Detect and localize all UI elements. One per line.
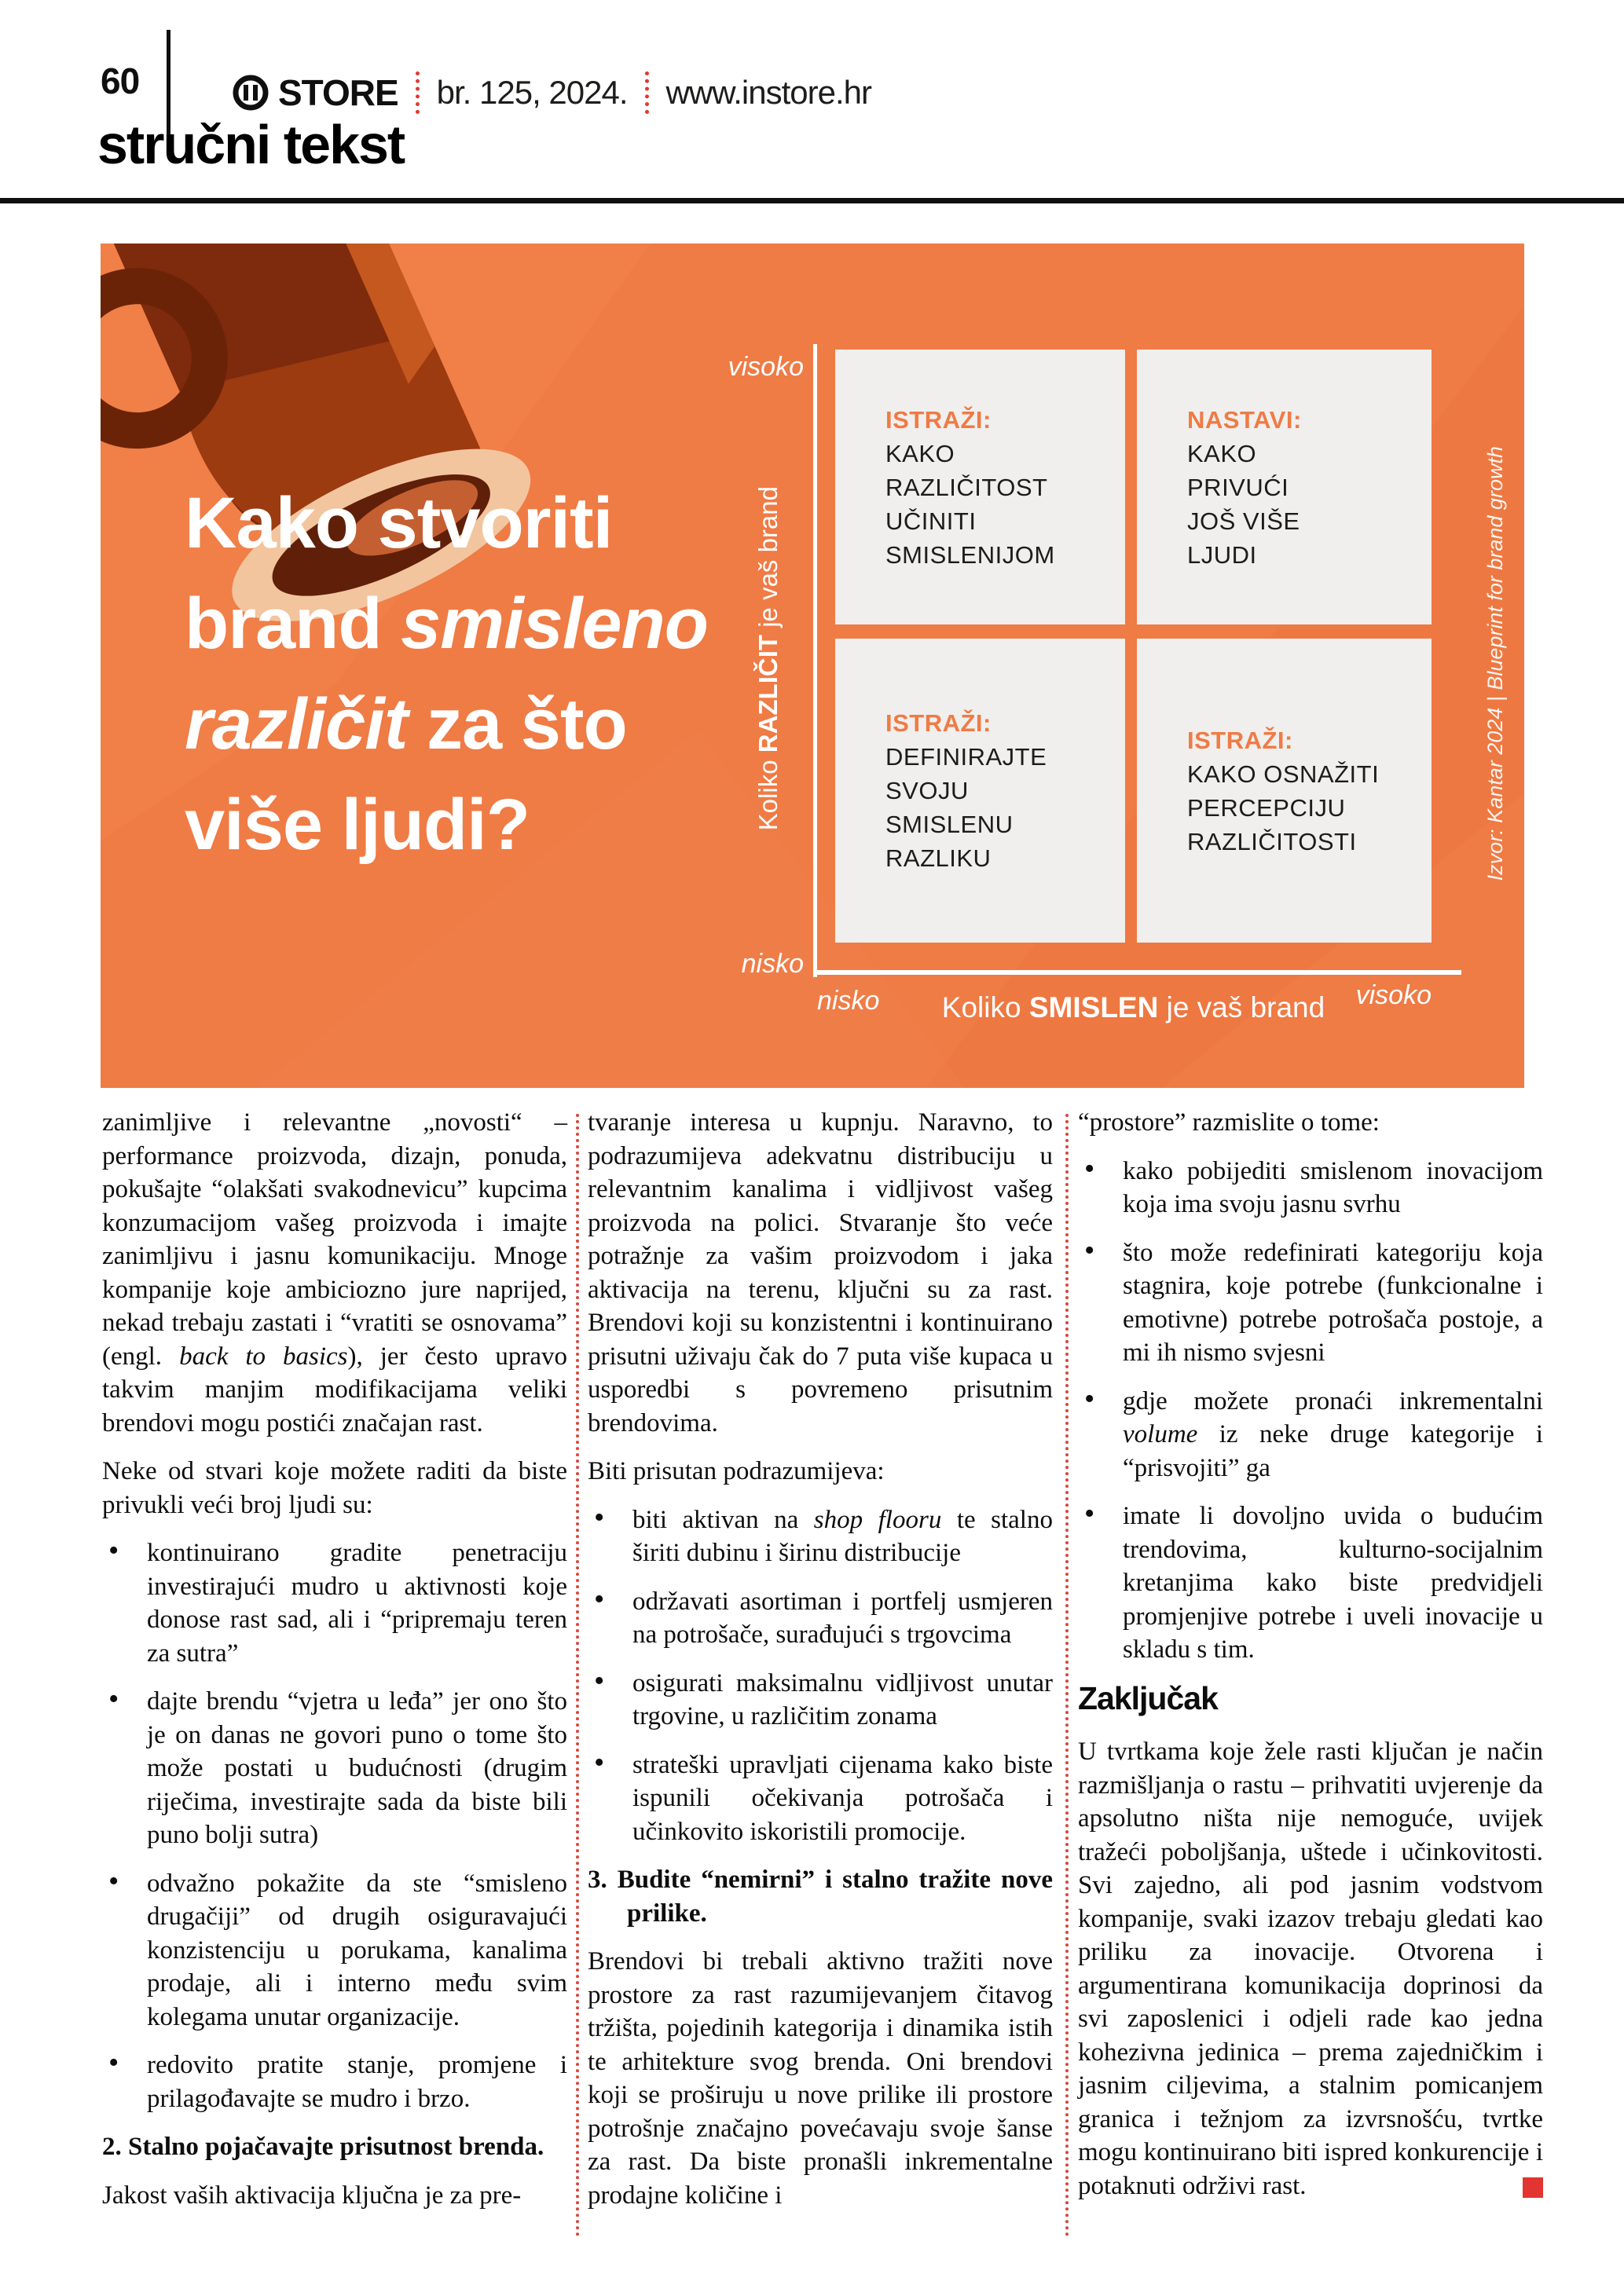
quadrant-header: ISTRAŽI: xyxy=(885,405,992,434)
dotted-separator xyxy=(645,71,649,114)
y-axis-title: Koliko RAZLIČIT je vaš brand xyxy=(753,485,783,831)
matrix-quadrant-3 xyxy=(835,639,1125,943)
bullet-icon: • xyxy=(594,1745,605,1779)
bullet-item xyxy=(1078,1233,1543,1370)
bullet-icon: • xyxy=(108,1534,119,1567)
page-number: 60 xyxy=(101,60,140,101)
bullet-icon: • xyxy=(108,2046,119,2079)
article-title-line: različit za što xyxy=(185,684,627,764)
article-title-line: Kako stvoriti xyxy=(185,483,613,563)
bullet-text: kontinuirano gradite penetraciju investirajući mudro u aktivnosti koje donose rast sad, ali i “pripremaju teren za sutra” xyxy=(147,1539,567,1668)
bullet-item xyxy=(102,2046,567,2115)
article-title xyxy=(185,473,708,875)
quadrant-line: KAKO xyxy=(885,439,955,467)
x-axis-line xyxy=(813,970,1461,975)
article-paragraph: Jakost vaših aktivacija ključna je za pre- xyxy=(102,2181,522,2210)
x-axis-title: Koliko SMISLEN je vaš brand xyxy=(941,991,1325,1023)
bullet-text: biti aktivan na shop flooru te stalno širiti dubinu i širinu distribucije xyxy=(632,1505,1053,1567)
bullet-item xyxy=(102,1864,567,2034)
numbered-heading: 3. Budite “nemirni” i stalno tražite nove prilike. xyxy=(588,1866,1053,1928)
bullet-item xyxy=(588,1664,1053,1734)
x-axis-high-label: visoko xyxy=(1355,980,1432,1010)
quadrant-line: SMISLENIJOM xyxy=(885,540,1055,569)
bullet-text: dajte brendu “vjetra u leđa” jer ono što je on danas ne govori puno o tome što može postati u budućnosti (drugim riječima, investirajte sada da biste bili puno bolji sutra) xyxy=(147,1687,567,1849)
bullet-text: gdje možete pronaći inkrementalni volume iz neke druge kategorije i “prisvojiti” ga xyxy=(1123,1386,1543,1482)
bullet-item xyxy=(102,1536,567,1670)
quadrant-line: SMISLENU xyxy=(885,811,1014,838)
bullet-item xyxy=(588,1500,1053,1570)
bullet-icon: • xyxy=(594,1500,605,1534)
quadrant-line: KAKO xyxy=(1187,439,1257,467)
quadrant-line: PERCEPCIJU xyxy=(1187,793,1346,822)
article-paragraph: Brendovi bi trebali aktivno tražiti nove prostore za rast razumijevanjem čitavog tržišta, pojedinih kategorija i dinamika istih te arhitekture svog brenda. Oni brendovi koji se proširuju u nove prilike ili prostore potrošnje značajno povećavaju svoje šanse za rast. Da biste pronašli inkrementalne prodajne količine i xyxy=(588,1947,1053,2210)
source-note: Izvor: Kantar 2024 | Blueprint for brand growth xyxy=(1483,446,1507,881)
article-paragraph: “prostore” razmislite o tome: xyxy=(1078,1108,1380,1137)
matrix-quadrant-1 xyxy=(835,350,1125,624)
bullet-icon: • xyxy=(1084,1233,1095,1267)
article-title-line: brand smisleno xyxy=(185,584,708,664)
hero-infographic xyxy=(101,244,1524,1088)
quadrant-line: UČINITI xyxy=(885,507,977,535)
bullet-item xyxy=(588,1582,1053,1652)
bullet-text: odvažno pokažite da ste “smisleno drugačiji” od drugih osiguravajući konzistenciju u porukama, kanalima prodaje, ali i interno među svim kolegama unutar organizacije. xyxy=(147,1869,567,2031)
quadrant-line: LJUDI xyxy=(1187,540,1257,569)
bullet-text: što može redefinirati kategoriju koja stagnira, koje potrebe (funkcionalne i emotivne) potrebe potrošača postoje, a mi ih nismo svjesni xyxy=(1123,1238,1543,1367)
conclusion-heading: Zaključak xyxy=(1078,1679,1218,1716)
bullet-icon: • xyxy=(1084,1382,1095,1415)
section-title: stručni tekst xyxy=(97,114,405,175)
quadrant-line: JOŠ VIŠE xyxy=(1187,507,1300,535)
website-url: www.instore.hr xyxy=(665,74,871,111)
dotted-separator xyxy=(416,71,420,114)
masthead-brand: STORE xyxy=(278,72,398,113)
matrix-quadrant-2 xyxy=(1137,350,1432,624)
quadrant-header: ISTRAŽI: xyxy=(1187,726,1293,754)
bullet-icon: • xyxy=(108,1683,119,1716)
issue-number: br. 125, 2024. xyxy=(436,74,628,111)
bullet-icon: • xyxy=(108,1864,119,1898)
article-paragraph: zanimljive i relevantne „novosti“ – performance proizvoda, dizajn, ponuda, pokušajte “olakšati svakodnevicu” kupcima konzumacijom vašeg proizvoda i imajte zanimljivu i jasnu komunikaciju. Mnoge kompanije koje ambiciozno jure naprijed, nekad trebaju zastati i “vratiti se osnovama” (engl. back to basics), jer često upravo takvim manjim modifikacijama veliki brendovi mogu postići značajan rast. xyxy=(102,1108,567,1437)
quadrant-line: KAKO OSNAŽITI xyxy=(1187,760,1380,788)
article-paragraph: Neke od stvari koje možete raditi da biste privukli veći broj ljudi su: xyxy=(102,1457,567,1519)
x-axis-low-label: nisko xyxy=(817,986,880,1016)
column-divider xyxy=(576,1114,579,2237)
article-column-3 xyxy=(1078,1106,1543,2217)
quadrant-line: RAZLIČITOSTI xyxy=(1187,827,1357,855)
bullet-icon: • xyxy=(1084,1152,1095,1185)
quadrant-line: RAZLIKU xyxy=(885,844,992,872)
article-paragraph: tvaranje interesa u kupnju. Naravno, to podrazumijeva adekvatnu distribuciju u relevantnim kanalima i vidljivost vašeg proizvoda na polici. Stvaranje što veće potražnje za vašim proizvodom i jaka aktivacija na terenu, ključni su za rast. Brendovi koji su konzistentni i kontinuirano prisutni uživaju čak do 7 puta više kupaca u usporedbi s povremeno prisutnim brendovima. xyxy=(588,1108,1053,1437)
bullet-item xyxy=(1078,1497,1543,1667)
bullet-item xyxy=(1078,1382,1543,1485)
bullet-icon: • xyxy=(1084,1497,1095,1530)
quadrant-line: SVOJU xyxy=(885,777,969,804)
bullet-item xyxy=(1078,1152,1543,1221)
y-axis-high-label: visoko xyxy=(728,352,804,382)
article-paragraph: U tvrtkama koje žele rasti ključan je način razmišljanja o rastu – prihvatiti uvjerenje da apsolutno ništa nije nemoguće, uvijek tražeći poboljšanja, uštede i učinkovitosti. Svi zajedno, ali pod jasnim vodstvom kompanije, svaki izazov trebaju gledati kao priliku za inovacije. Otvorena i argumentirana komunikacija doprinosi da svi zaposlenici i odjeli rade kao jedna kohezivna jedinica – prema zajedničkim i jasnim ciljevima, a stalnim pomicanjem granica i težnjom za izvrsnošću, tvrtke mogu kontinuirano biti ispred konkurencije i potaknuti održivi rast. xyxy=(1078,1738,1543,2200)
end-of-article-marker xyxy=(1523,2177,1543,2198)
quadrant-line: DEFINIRAJTE xyxy=(885,743,1047,771)
bullet-icon: • xyxy=(594,1582,605,1616)
article-column-1 xyxy=(102,1106,567,2227)
quadrant-header: NASTAVI: xyxy=(1187,405,1302,434)
horizontal-rule xyxy=(0,198,1624,203)
instore-logo-icon xyxy=(233,75,269,111)
bullet-item xyxy=(102,1685,567,1852)
bullet-icon: • xyxy=(594,1664,605,1697)
matrix-quadrant-4 xyxy=(1137,639,1432,943)
quadrant-line: RAZLIČITOST xyxy=(885,473,1048,501)
y-axis-low-label: nisko xyxy=(741,949,804,979)
article-title-line: više ljudi? xyxy=(185,785,530,865)
numbered-heading: 2. Stalno pojačavajte prisutnost brenda. xyxy=(102,2133,544,2161)
bullet-text: strateški upravljati cijenama kako biste ispunili očekivanja potrošača i učinkovito iskoristili promocije. xyxy=(632,1750,1053,1846)
bullet-text: osigurati maksimalnu vidljivost unutar trgovine, u različitim zonama xyxy=(632,1668,1053,1730)
y-axis-line xyxy=(813,344,817,977)
article-paragraph: Biti prisutan podrazumijeva: xyxy=(588,1457,885,1485)
article-column-2 xyxy=(588,1106,1053,2227)
bullet-text: redovito pratite stanje, promjene i prilagođavajte se mudro i brzo. xyxy=(147,2051,567,2113)
quadrant-header: ISTRAŽI: xyxy=(885,709,992,737)
bullet-text: imate li dovoljno uvida o budućim trendovima, kulturno-socijalnim kretanjima kako biste predvidjeli promjenjive potrebe i uveli inovacije u skladu s tim. xyxy=(1123,1502,1543,1664)
bullet-item xyxy=(588,1745,1053,1849)
bullet-text: kako pobijediti smislenom inovacijom koja ima svoju jasnu svrhu xyxy=(1123,1156,1543,1218)
quadrant-line: PRIVUĆI xyxy=(1187,473,1289,501)
column-divider xyxy=(1065,1114,1069,2237)
masthead xyxy=(233,68,871,118)
matrix-grid xyxy=(835,350,1432,943)
bullet-text: održavati asortiman i portfelj usmjeren na potrošače, surađujući s trgovcima xyxy=(632,1587,1053,1649)
